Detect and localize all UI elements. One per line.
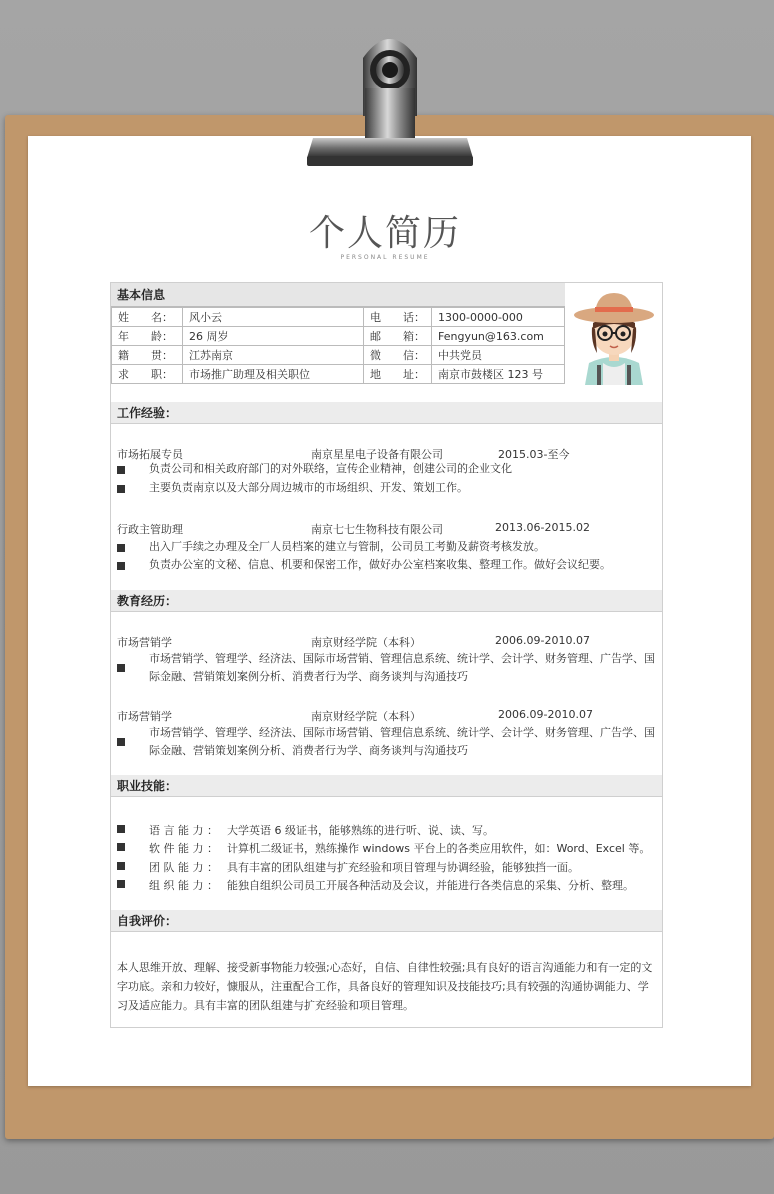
edu-major: 市场营销学 [117, 710, 172, 723]
job-period: 2013.06-2015.02 [495, 521, 590, 534]
list-item-text: 负责办公室的文秘、信息、机要和保密工作，做好办公室档案收集、整理工作。做好会议纪要。 [149, 558, 611, 571]
info-label: 微 信： [364, 346, 432, 365]
info-value: 1300-0000-000 [432, 308, 565, 327]
info-label: 电 话： [364, 308, 432, 327]
skill-label: 语 言 能 力 ： [149, 824, 218, 837]
info-label: 姓 名： [112, 308, 183, 327]
avatar-illustration [567, 283, 661, 385]
list-item-text: 出入厂手续之办理及全厂人员档案的建立与管制，公司员工考勤及薪资考核发放。 [149, 540, 545, 553]
skill-value: 大学英语 6 级证书，能够熟练的进行听、说、读、写。 [227, 824, 494, 837]
info-value: 中共党员 [432, 346, 565, 365]
bullet-square-icon [117, 562, 125, 570]
info-label: 求 职： [112, 365, 183, 384]
bullet-square-icon [117, 466, 125, 474]
job-period: 2015.03-至今 [498, 448, 570, 461]
work-heading: 工作经验： [111, 402, 662, 424]
info-row [112, 308, 565, 327]
skill-value: 能独自组织公司员工开展各种活动及会议，并能进行各类信息的采集、分析、整理。 [227, 879, 634, 892]
info-label: 地 址： [364, 365, 432, 384]
job-title: 行政主管助理 [117, 523, 183, 536]
skill-value: 具有丰富的团队组建与扩充经验和项目管理与协调经验，能够独挡一面。 [227, 861, 579, 874]
basic-info-heading: 基本信息 [111, 283, 565, 307]
info-row [112, 365, 565, 384]
skill-label: 软 件 能 力 ： [149, 842, 218, 855]
edu-school: 南京财经学院（本科） [311, 636, 421, 649]
bullet-square-icon [117, 664, 125, 672]
list-item-text: 市场营销学、管理学、经济法、国际市场营销、管理信息系统、统计学、会计学、财务管理、广告学、国际金融、营销策划案例分析、消费者行为学、商务谈判与沟通技巧 [149, 726, 655, 757]
info-label: 年 龄： [112, 327, 183, 346]
job-title: 市场拓展专员 [117, 448, 183, 461]
self-eval-text: 本人思维开放、理解、接受新事物能力较强;心态好，自信、自律性较强;具有良好的语言沟通能力和有一定的文字功底。亲和力较好，慷服从，注重配合工作，具备良好的管理知识及技能技巧;具有较强的沟通协调能力、学习及适应能力。具有丰富的团队组建与扩充经验和项目管理。 [117, 961, 653, 1012]
skill-label: 团 队 能 力 ： [149, 861, 218, 874]
edu-period: 2006.09-2010.07 [498, 708, 593, 721]
binder-clip-icon [305, 28, 475, 178]
info-row [112, 327, 565, 346]
bullet-square-icon [117, 485, 125, 493]
resume-body [110, 282, 663, 1028]
self-eval-heading: 自我评价： [111, 910, 662, 932]
info-value: 市场推广助理及相关职位 [183, 365, 364, 384]
job-company: 南京星星电子设备有限公司 [311, 448, 443, 461]
list-item-text: 负责公司和相关政府部门的对外联络，宣传企业精神，创建公司的企业文化 [149, 462, 512, 475]
info-value: 南京市鼓楼区 123 号 [432, 365, 565, 384]
edu-major: 市场营销学 [117, 636, 172, 649]
list-item-text: 主要负责南京以及大部分周边城市的市场组织、开发、策划工作。 [149, 481, 468, 494]
info-value: 26 周岁 [183, 327, 364, 346]
resume-title: 个人简历 [308, 213, 461, 254]
basic-info-table [111, 307, 565, 384]
resume-title-block [240, 212, 530, 261]
bullet-square-icon [117, 825, 125, 833]
bullet-square-icon [117, 843, 125, 851]
list-item-text: 市场营销学、管理学、经济法、国际市场营销、管理信息系统、统计学、会计学、财务管理、广告学、国际金融、营销策划案例分析、消费者行为学、商务谈判与沟通技巧 [149, 652, 655, 683]
skills-heading: 职业技能： [111, 775, 662, 797]
info-label: 籍 贯： [112, 346, 183, 365]
bullet-square-icon [117, 880, 125, 888]
bullet-square-icon [117, 862, 125, 870]
edu-period: 2006.09-2010.07 [495, 634, 590, 647]
education-heading: 教育经历： [111, 590, 662, 612]
edu-school: 南京财经学院（本科） [311, 710, 421, 723]
resume-subtitle: PERSONAL RESUME [340, 254, 430, 261]
info-label: 邮 箱： [364, 327, 432, 346]
job-company: 南京七七生物科技有限公司 [311, 523, 443, 536]
info-row [112, 346, 565, 365]
bullet-square-icon [117, 738, 125, 746]
skill-label: 组 织 能 力 ： [149, 879, 218, 892]
bullet-square-icon [117, 544, 125, 552]
info-value: 江苏南京 [183, 346, 364, 365]
skill-value: 计算机二级证书，熟练操作 windows 平台上的各类应用软件，如：Word、Excel 等。 [227, 842, 651, 855]
info-value: Fengyun@163.com [432, 327, 565, 346]
info-value: 风小云 [183, 308, 364, 327]
